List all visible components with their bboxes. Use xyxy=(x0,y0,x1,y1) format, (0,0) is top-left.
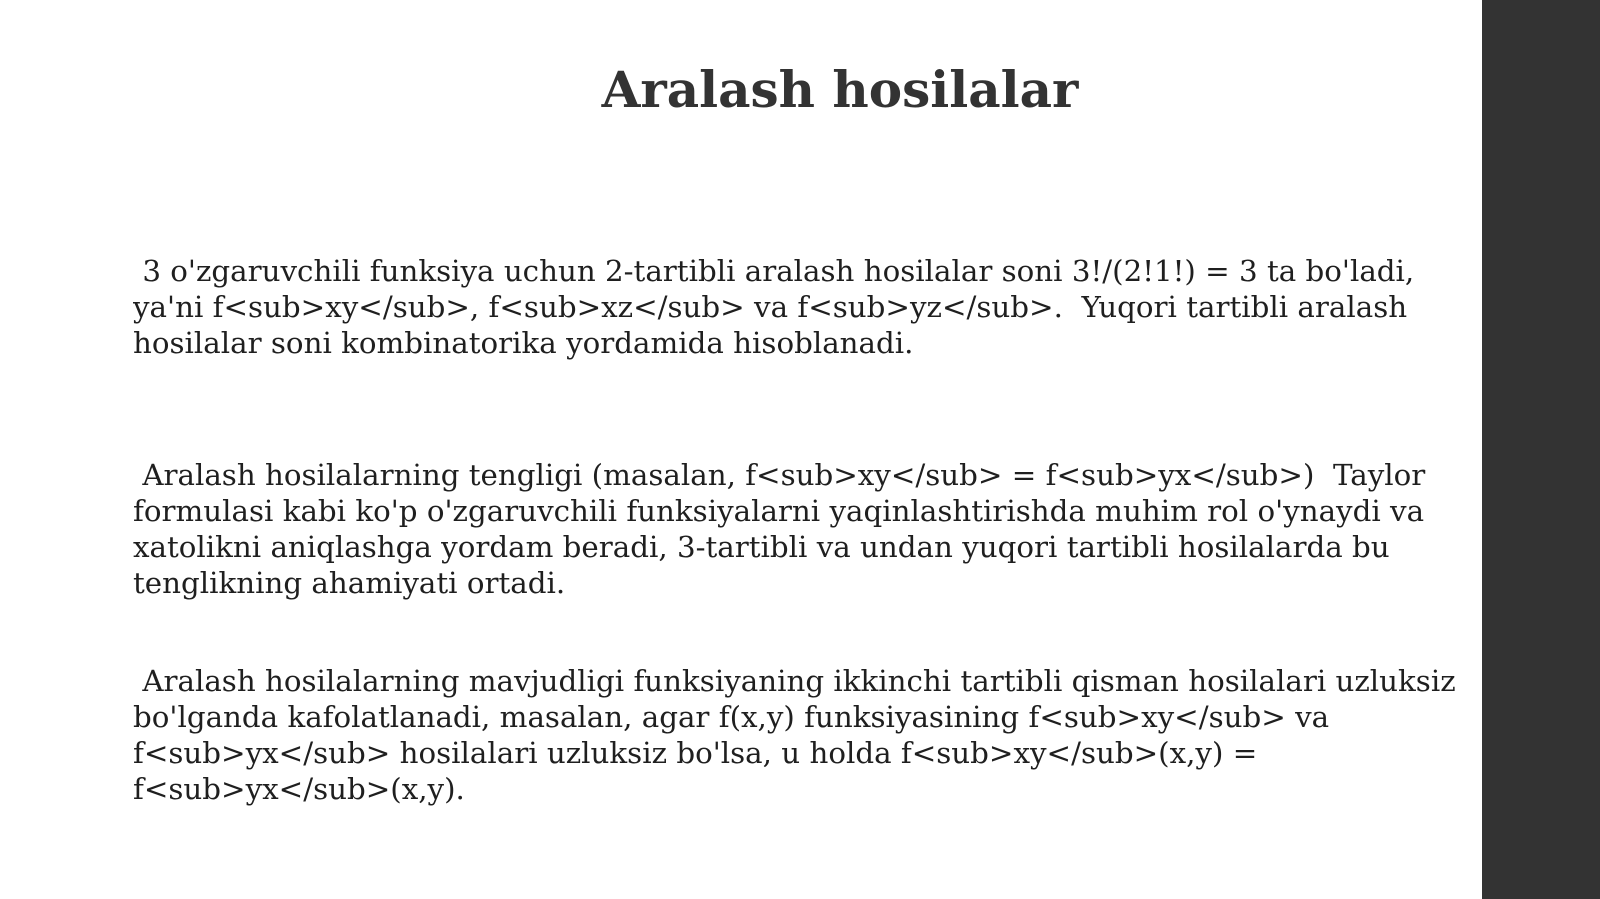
slide-title: Aralash hosilalar xyxy=(601,60,1079,119)
right-side-bar xyxy=(1482,0,1600,899)
body-paragraph-1: 3 o'zgaruvchili funksiya uchun 2-tartibli aralash hosilalar soni 3!/(2!1!) = 3 ta bo'ladi, ya'ni f<sub>xy</sub>, f<sub>xz</sub> va f<sub>yz</sub>. Yuqori tartibli aralash hosilalar soni kombinatorika yordamida hisoblanadi. xyxy=(133,254,1424,360)
body-paragraph-2: Aralash hosilalarning tengligi (masalan, f<sub>xy</sub> = f<sub>yx</sub>) Taylor formulasi kabi ko'p o'zgaruvchili funksiyalarni yaqinlashtirishda muhim rol o'ynaydi va xatolikni aniqlashga yordam beradi, 3-tartibli va undan yuqori tartibli hosilalarda bu tenglikning ahamiyati ortadi. xyxy=(133,458,1435,600)
body-paragraph-3: Aralash hosilalarning mavjudligi funksiyaning ikkinchi tartibli qisman hosilalari uzluksiz bo'lganda kafolatlanadi, masalan, agar f(x,y) funksiyasining f<sub>xy</sub> va f<sub>yx</sub> hosilalari uzluksiz bo'lsa, u holda f<sub>xy</sub>(x,y) = f<sub>yx</sub>(x,y). xyxy=(133,664,1465,806)
